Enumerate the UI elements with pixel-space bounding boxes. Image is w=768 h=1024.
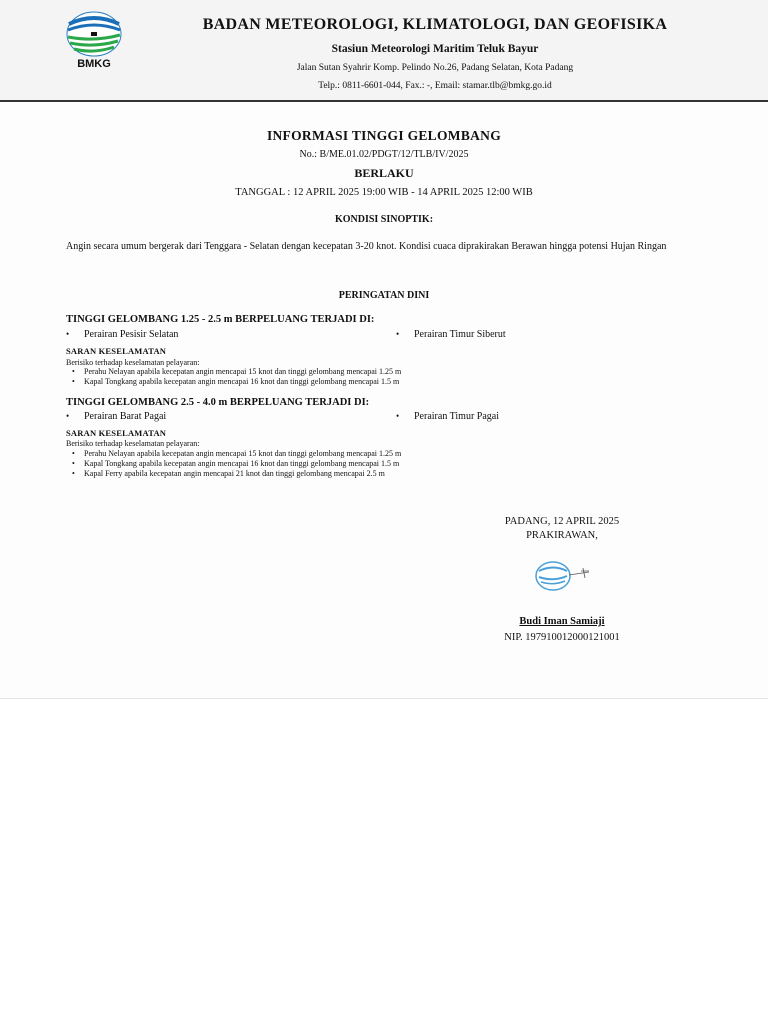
signatory-name: Budi Iman Samiaji xyxy=(519,616,605,627)
signatory-nip: NIP. 197910012000121001 xyxy=(504,632,620,643)
bullet-icon: • xyxy=(72,377,75,386)
signature-place-date: PADANG, 12 APRIL 2025 xyxy=(504,516,620,527)
location-item: Perairan Timur Pagai xyxy=(414,411,499,422)
signature-role: PRAKIRAWAN, xyxy=(526,530,598,541)
bullet-icon: • xyxy=(72,449,75,458)
safety-advice-heading: SARAN KESELAMATAN xyxy=(66,428,167,438)
bullet-icon: • xyxy=(66,329,70,339)
synoptic-heading: KONDISI SINOPTIK: xyxy=(334,214,434,225)
bullet-icon: • xyxy=(72,367,75,376)
risk-item: Kapal Tongkang apabila kecepatan angin mencapai 16 knot dan tinggi gelombang mencapai 1.5 m xyxy=(84,377,400,386)
agency-name: BADAN METEOROLOGI, KLIMATOLOGI, DAN GEOFISIKA xyxy=(202,16,668,33)
letterhead xyxy=(0,0,768,102)
early-warning-heading: PERINGATAN DINI xyxy=(338,290,430,301)
risk-item: Kapal Ferry apabila kecepatan angin mencapai 21 knot dan tinggi gelombang mencapai 2.5 m xyxy=(84,469,385,478)
station-address: Jalan Sutan Syahrir Komp. Pelindo No.26, Padang Selatan, Kota Padang xyxy=(296,63,574,73)
bullet-icon: • xyxy=(396,411,400,421)
location-item: Perairan Timur Siberut xyxy=(414,329,506,340)
logo-text: BMKG xyxy=(77,58,111,70)
wave-section-heading: TINGGI GELOMBANG 1.25 - 2.5 m BERPELUANG TERJADI DI: xyxy=(66,314,375,325)
bullet-icon: • xyxy=(396,329,400,339)
bullet-icon: • xyxy=(72,459,75,468)
risk-item: Perahu Nelayan apabila kecepatan angin mencapai 15 knot dan tinggi gelombang mencapai 1.25 m xyxy=(84,367,402,376)
validity-period: TANGGAL : 12 APRIL 2025 19:00 WIB - 14 APRIL 2025 12:00 WIB xyxy=(235,187,533,198)
bullet-icon: • xyxy=(72,469,75,478)
risk-intro: Berisiko terhadap keselamatan pelayaran: xyxy=(66,439,200,448)
synoptic-text: Angin secara umum bergerak dari Tenggara - Selatan dengan kecepatan 3-20 knot. Kondisi cuaca diprakirakan Berawan hingga potensi Hujan Ringan xyxy=(66,241,667,252)
safety-advice-heading: SARAN KESELAMATAN xyxy=(66,346,167,356)
bullet-icon: • xyxy=(66,411,70,421)
station-contact: Telp.: 0811-6601-044, Fax.: -, Email: stamar.tlb@bmkg.go.id xyxy=(318,81,552,91)
document-title: INFORMASI TINGGI GELOMBANG xyxy=(266,128,502,143)
risk-intro: Berisiko terhadap keselamatan pelayaran: xyxy=(66,358,200,367)
stamp-logo-icon xyxy=(531,558,595,594)
location-item: Perairan Barat Pagai xyxy=(84,411,167,422)
document-number: No.: B/ME.01.02/PDGT/12/TLB/IV/2025 xyxy=(299,149,469,160)
station-name: Stasiun Meteorologi Maritim Teluk Bayur xyxy=(331,43,539,55)
risk-item: Kapal Tongkang apabila kecepatan angin mencapai 16 knot dan tinggi gelombang mencapai 1.5 m xyxy=(84,459,400,468)
wave-section-heading: TINGGI GELOMBANG 2.5 - 4.0 m BERPELUANG TERJADI DI: xyxy=(66,397,370,408)
risk-item: Perahu Nelayan apabila kecepatan angin mencapai 15 knot dan tinggi gelombang mencapai 1.25 m xyxy=(84,449,402,458)
validity-heading: BERLAKU xyxy=(354,166,414,180)
location-item: Perairan Pesisir Selatan xyxy=(84,329,179,340)
